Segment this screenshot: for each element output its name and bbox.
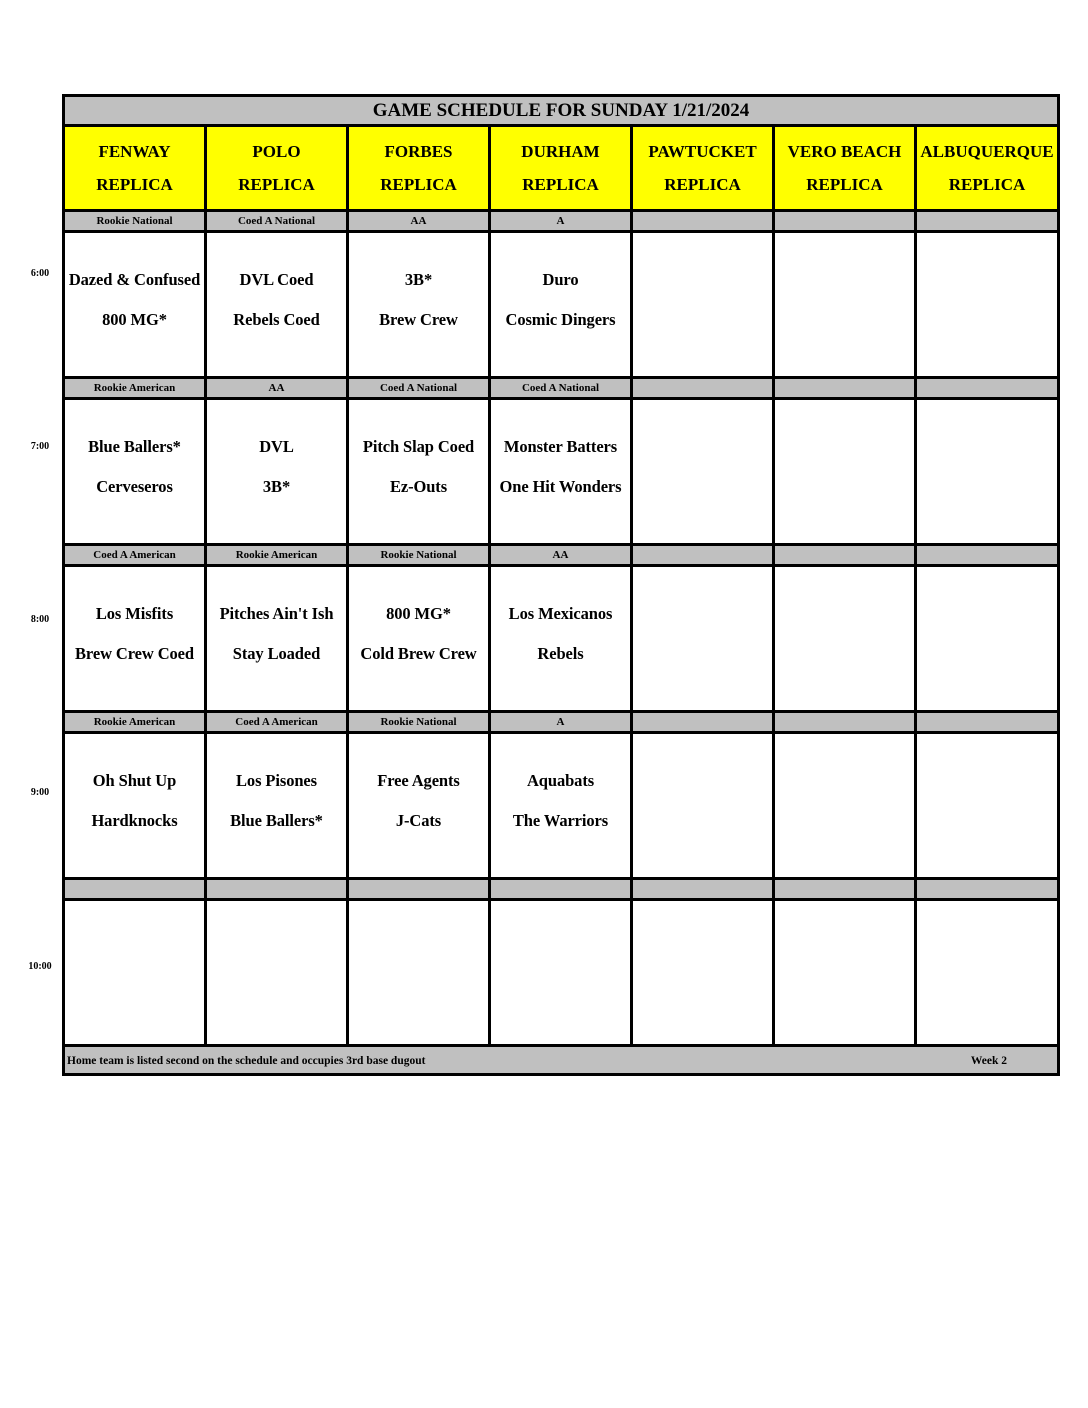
division-label: Rookie National bbox=[348, 712, 490, 733]
home-team: Hardknocks bbox=[91, 811, 178, 830]
division-label: A bbox=[490, 211, 632, 232]
home-team: Brew Crew bbox=[379, 310, 458, 329]
division-label bbox=[774, 712, 916, 733]
division-label: Coed A National bbox=[348, 378, 490, 399]
division-label bbox=[632, 378, 774, 399]
game-cell bbox=[632, 733, 774, 879]
division-label bbox=[916, 879, 1059, 900]
field-sub: REPLICA bbox=[96, 175, 173, 194]
home-team bbox=[491, 977, 630, 1027]
division-label bbox=[206, 879, 348, 900]
away-team: Duro bbox=[542, 269, 579, 289]
home-team: Brew Crew Coed bbox=[75, 644, 194, 663]
home-team: 3B* bbox=[262, 477, 291, 496]
game-cell bbox=[774, 566, 916, 712]
field-name: DURHAM bbox=[521, 142, 600, 161]
field-header bbox=[490, 126, 632, 211]
game-cell bbox=[206, 232, 348, 378]
division-label bbox=[632, 211, 774, 232]
division-label: Rookie American bbox=[64, 378, 206, 399]
division-label: AA bbox=[490, 545, 632, 566]
game-row bbox=[64, 566, 1059, 712]
game-cell bbox=[348, 399, 490, 545]
away-team bbox=[775, 734, 914, 810]
schedule-table bbox=[62, 94, 1060, 1076]
game-cell bbox=[206, 900, 348, 1046]
home-team: J-Cats bbox=[395, 811, 442, 830]
away-team bbox=[633, 734, 772, 810]
game-cell bbox=[774, 232, 916, 378]
away-team bbox=[775, 400, 914, 476]
home-team: One Hit Wonders bbox=[499, 477, 622, 496]
game-cell bbox=[64, 232, 206, 378]
time-label: 9:00 bbox=[30, 787, 50, 798]
schedule-title: GAME SCHEDULE FOR SUNDAY 1/21/2024 bbox=[64, 96, 1059, 126]
away-team bbox=[207, 901, 346, 977]
game-cell bbox=[64, 399, 206, 545]
home-team: Cerveseros bbox=[96, 477, 173, 496]
home-team bbox=[917, 810, 1057, 860]
away-team bbox=[633, 901, 772, 977]
game-cell bbox=[490, 399, 632, 545]
division-label bbox=[490, 879, 632, 900]
division-label bbox=[916, 378, 1059, 399]
away-team bbox=[917, 233, 1057, 309]
field-header bbox=[348, 126, 490, 211]
away-team: Monster Batters bbox=[503, 436, 618, 456]
division-label bbox=[774, 378, 916, 399]
home-team bbox=[633, 643, 772, 693]
game-cell bbox=[348, 733, 490, 879]
division-label: Coed A National bbox=[206, 211, 348, 232]
game-cell bbox=[206, 399, 348, 545]
away-team: 3B* bbox=[404, 269, 433, 289]
division-row bbox=[64, 378, 1059, 399]
game-cell bbox=[774, 900, 916, 1046]
time-label: 6:00 bbox=[30, 268, 50, 279]
division-label: Rookie American bbox=[64, 712, 206, 733]
game-row bbox=[64, 733, 1059, 879]
away-team bbox=[633, 567, 772, 643]
game-cell bbox=[206, 733, 348, 879]
game-row bbox=[64, 399, 1059, 545]
division-row bbox=[64, 211, 1059, 232]
division-label: AA bbox=[206, 378, 348, 399]
game-cell bbox=[916, 399, 1059, 545]
division-label: A bbox=[490, 712, 632, 733]
home-team bbox=[207, 977, 346, 1027]
home-team bbox=[775, 309, 914, 359]
game-cell bbox=[916, 900, 1059, 1046]
game-cell bbox=[64, 566, 206, 712]
away-team bbox=[917, 567, 1057, 643]
home-team: Blue Ballers* bbox=[230, 811, 323, 830]
field-name: POLO bbox=[252, 142, 301, 161]
game-cell bbox=[348, 566, 490, 712]
game-cell bbox=[348, 232, 490, 378]
away-team: Pitch Slap Coed bbox=[362, 436, 475, 456]
away-team bbox=[775, 233, 914, 309]
division-label bbox=[64, 879, 206, 900]
division-row bbox=[64, 712, 1059, 733]
field-header bbox=[632, 126, 774, 211]
division-label bbox=[916, 712, 1059, 733]
game-cell bbox=[64, 900, 206, 1046]
division-label bbox=[774, 211, 916, 232]
field-name: FORBES bbox=[384, 142, 453, 161]
time-label: 7:00 bbox=[30, 441, 50, 452]
away-team bbox=[917, 901, 1057, 977]
away-team bbox=[349, 901, 488, 977]
home-team: Rebels bbox=[537, 644, 584, 663]
game-cell bbox=[774, 733, 916, 879]
field-sub: REPLICA bbox=[664, 175, 741, 194]
division-label bbox=[774, 545, 916, 566]
away-team: Pitches Ain't Ish bbox=[219, 603, 334, 623]
game-cell bbox=[632, 566, 774, 712]
home-team bbox=[633, 810, 772, 860]
home-team: 800 MG* bbox=[102, 310, 167, 329]
division-label: Coed A National bbox=[490, 378, 632, 399]
home-team bbox=[633, 476, 772, 526]
home-team bbox=[775, 643, 914, 693]
away-team: DVL Coed bbox=[239, 269, 314, 289]
home-team: Cold Brew Crew bbox=[360, 644, 477, 663]
field-name: ALBUQUERQUE bbox=[920, 142, 1054, 161]
home-team bbox=[775, 810, 914, 860]
field-sub: REPLICA bbox=[380, 175, 457, 194]
home-team: Rebels Coed bbox=[233, 310, 320, 329]
division-label bbox=[348, 879, 490, 900]
title-row bbox=[64, 96, 1059, 126]
game-cell bbox=[774, 399, 916, 545]
away-team bbox=[633, 400, 772, 476]
footer-row bbox=[64, 1046, 1059, 1075]
game-row bbox=[64, 900, 1059, 1046]
home-team bbox=[349, 977, 488, 1027]
field-sub: REPLICA bbox=[522, 175, 599, 194]
field-header bbox=[64, 126, 206, 211]
away-team: Los Misfits bbox=[95, 603, 174, 623]
away-team: Los Mexicanos bbox=[508, 603, 613, 623]
time-label: 10:00 bbox=[28, 961, 52, 972]
division-label bbox=[916, 545, 1059, 566]
division-label: Rookie American bbox=[206, 545, 348, 566]
game-cell bbox=[490, 733, 632, 879]
division-label: AA bbox=[348, 211, 490, 232]
division-label bbox=[632, 879, 774, 900]
field-name: PAWTUCKET bbox=[648, 142, 757, 161]
footer-cell bbox=[64, 1046, 1059, 1075]
home-team bbox=[917, 643, 1057, 693]
home-team bbox=[775, 977, 914, 1027]
away-team: Dazed & Confused bbox=[68, 269, 201, 289]
game-cell bbox=[632, 399, 774, 545]
game-cell bbox=[206, 566, 348, 712]
home-team bbox=[917, 977, 1057, 1027]
game-cell bbox=[916, 232, 1059, 378]
division-row bbox=[64, 879, 1059, 900]
away-team bbox=[917, 400, 1057, 476]
home-team bbox=[65, 977, 204, 1027]
division-label bbox=[632, 712, 774, 733]
field-sub: REPLICA bbox=[806, 175, 883, 194]
game-cell bbox=[64, 733, 206, 879]
footer-week: Week 2 bbox=[970, 1055, 1007, 1067]
away-team: Blue Ballers* bbox=[88, 436, 181, 456]
home-team bbox=[917, 476, 1057, 526]
game-cell bbox=[632, 232, 774, 378]
away-team: Los Pisones bbox=[236, 770, 317, 790]
field-name: VERO BEACH bbox=[787, 142, 902, 161]
away-team bbox=[65, 901, 204, 977]
game-cell bbox=[490, 232, 632, 378]
away-team bbox=[775, 901, 914, 977]
field-header bbox=[916, 126, 1059, 211]
away-team bbox=[775, 567, 914, 643]
home-team bbox=[633, 977, 772, 1027]
home-team: Stay Loaded bbox=[232, 644, 321, 663]
time-label: 8:00 bbox=[30, 614, 50, 625]
game-row bbox=[64, 232, 1059, 378]
game-cell bbox=[490, 900, 632, 1046]
away-team: 800 MG* bbox=[386, 603, 451, 623]
division-label: Coed A American bbox=[64, 545, 206, 566]
division-label: Coed A American bbox=[206, 712, 348, 733]
away-team: Free Agents bbox=[377, 770, 460, 790]
division-label bbox=[774, 879, 916, 900]
away-team: Oh Shut Up bbox=[92, 770, 177, 790]
home-team bbox=[633, 309, 772, 359]
away-team bbox=[917, 734, 1057, 810]
home-team: Ez-Outs bbox=[389, 477, 448, 496]
field-sub: REPLICA bbox=[238, 175, 315, 194]
footer-note: Home team is listed second on the schedule and occupies 3rd base dugout bbox=[67, 1055, 426, 1067]
home-team: The Warriors bbox=[512, 811, 609, 830]
game-cell bbox=[916, 733, 1059, 879]
division-row bbox=[64, 545, 1059, 566]
away-team: DVL bbox=[259, 436, 294, 456]
division-label bbox=[632, 545, 774, 566]
division-label: Rookie National bbox=[348, 545, 490, 566]
home-team bbox=[775, 476, 914, 526]
field-name: FENWAY bbox=[98, 142, 171, 161]
game-cell bbox=[916, 566, 1059, 712]
away-team: Aquabats bbox=[526, 770, 595, 790]
division-label bbox=[916, 211, 1059, 232]
game-cell bbox=[348, 900, 490, 1046]
away-team bbox=[491, 901, 630, 977]
field-header bbox=[774, 126, 916, 211]
home-team bbox=[917, 309, 1057, 359]
game-cell bbox=[632, 900, 774, 1046]
division-label: Rookie National bbox=[64, 211, 206, 232]
game-cell bbox=[490, 566, 632, 712]
home-team: Cosmic Dingers bbox=[505, 310, 616, 329]
field-sub: REPLICA bbox=[948, 175, 1026, 194]
away-team bbox=[633, 233, 772, 309]
field-header bbox=[206, 126, 348, 211]
field-header-row bbox=[64, 126, 1059, 211]
